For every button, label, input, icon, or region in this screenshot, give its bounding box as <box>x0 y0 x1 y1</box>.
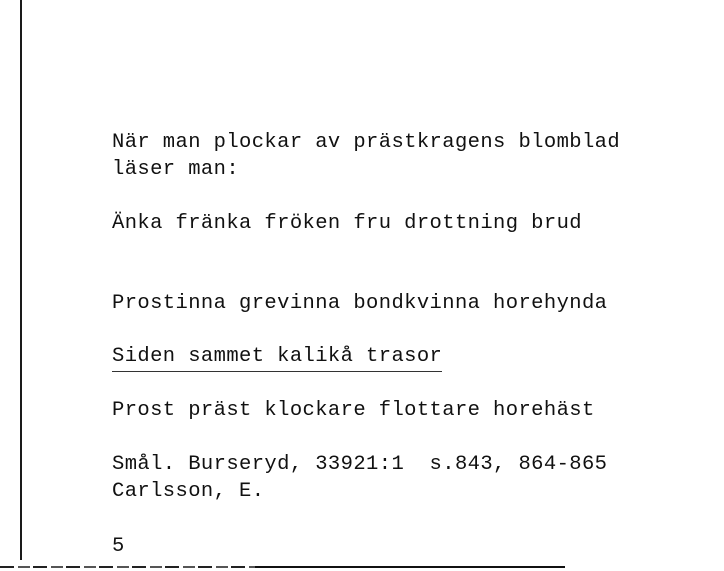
bottom-rule-solid <box>255 566 565 568</box>
verse-line-3: Siden sammet kalikå trasor <box>112 344 442 372</box>
verse-line-2: Prostinna grevinna bondkvinna horehynda <box>112 292 608 315</box>
left-margin-rule <box>20 0 22 560</box>
verse-line-4: Prost präst klockare flottare horehäst <box>112 399 595 422</box>
source-author: Carlsson, E. <box>112 480 265 503</box>
intro-line-2: läser man: <box>112 158 240 181</box>
verse-line-1: Änka fränka fröken fru drottning brud <box>112 212 582 235</box>
intro-line-1: När man plockar av prästkragens blomblad <box>112 131 621 154</box>
page-number: 5 <box>112 535 125 558</box>
source-reference: Smål. Burseryd, 33921:1 s.843, 864-865 <box>112 453 608 476</box>
